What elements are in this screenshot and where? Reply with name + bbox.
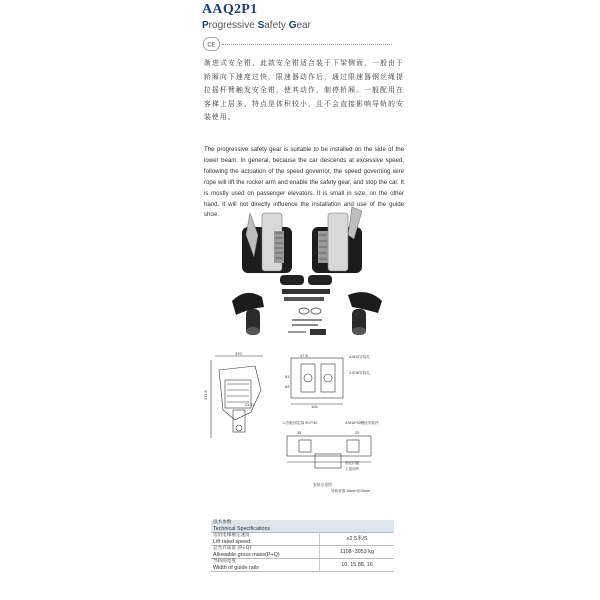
svg-text:导轨宽度 16mm至10mm: 导轨宽度 16mm至10mm <box>331 489 370 493</box>
spec-label-en: Allowable gross mass(P+Q) <box>213 552 280 558</box>
spec-label-en: Width of guide rails <box>213 565 259 571</box>
spec-value: 1108~3953 kg <box>320 546 395 559</box>
svg-text:CE: CE <box>207 42 216 49</box>
ce-mark-icon <box>203 37 220 51</box>
side-view <box>203 351 263 438</box>
front-view <box>285 353 370 409</box>
table-row <box>211 546 394 559</box>
spec-table-header <box>211 520 394 533</box>
left-gear-unit <box>242 213 292 273</box>
svg-text:4-M16*30螺栓安装件: 4-M16*30螺栓安装件 <box>345 421 379 425</box>
svg-text:63: 63 <box>285 384 290 389</box>
svg-text:104: 104 <box>311 404 318 409</box>
product-subtitle: Progressive Safety Gear <box>202 20 311 31</box>
svg-text:固定挡板: 固定挡板 <box>345 461 360 465</box>
product-photo <box>228 205 388 353</box>
model-number: AAQ2P1 <box>202 2 258 17</box>
svg-text:47.5: 47.5 <box>300 353 308 358</box>
svg-text:安装示意图: 安装示意图 <box>313 483 332 487</box>
table-row <box>211 533 394 546</box>
svg-text:2-挡轮固定轴 Φ17*40: 2-挡轮固定轴 Φ17*40 <box>283 421 318 425</box>
svg-text:上梁部件: 上梁部件 <box>345 467 360 471</box>
spec-label-en: Lift rated speed <box>213 539 251 545</box>
svg-text:23.51: 23.51 <box>245 403 255 407</box>
right-gear-unit <box>312 207 362 273</box>
description-chinese: 渐进式安全钳，此款安全钳适合装于下梁侧面，一般由于轿厢向下速度过快，限速器动作后，通过限速器钢丝绳提拉摇杆臂触发安全钳，使其动作，制停轿厢。一般配用在客梯上居多，特点是体积较小，且不会直接影响导轨的安装使用。 <box>204 59 404 121</box>
svg-text:2-Φ18安装孔: 2-Φ18安装孔 <box>349 371 370 375</box>
table-row <box>211 559 394 572</box>
spec-value: ≤2.5米/S <box>320 533 395 546</box>
svg-text:20: 20 <box>355 431 360 435</box>
spec-label-cn: 导轨面宽度 <box>213 559 236 564</box>
svg-text:35: 35 <box>297 431 302 435</box>
spec-header-cn: 技术参数 <box>213 520 232 525</box>
svg-text:370: 370 <box>235 351 242 356</box>
header-divider <box>222 44 392 45</box>
svg-text:311.5: 311.5 <box>203 390 208 400</box>
spec-label-cn: 总允许质量 (P+Q) <box>213 546 252 551</box>
install-view <box>283 420 379 493</box>
svg-text:4-M10安装孔: 4-M10安装孔 <box>349 355 370 359</box>
spec-label-cn: 适用电梯额定速度 <box>213 533 250 538</box>
svg-text:81: 81 <box>285 374 290 379</box>
small-fittings <box>288 308 326 335</box>
spec-table <box>211 520 394 572</box>
technical-drawing <box>205 350 400 500</box>
description-english: The progressive safety gear is suitable to be installed on the side of the lower beam. In general, because the car descends at excessive speed, following the actuation of the speed governor, the speed governing wire rope will lift the rocker arm and enable the safety gear, and stop the car. It is mostly used on passenger elevators. It is small in size, on the other hand, it will not directly influence the installation and use of the guide shoe. <box>204 146 404 219</box>
spec-header-en: Technical Specifications <box>213 526 271 532</box>
spec-value: 10, 15.88, 16 <box>320 559 395 572</box>
spring-parts <box>280 275 332 301</box>
